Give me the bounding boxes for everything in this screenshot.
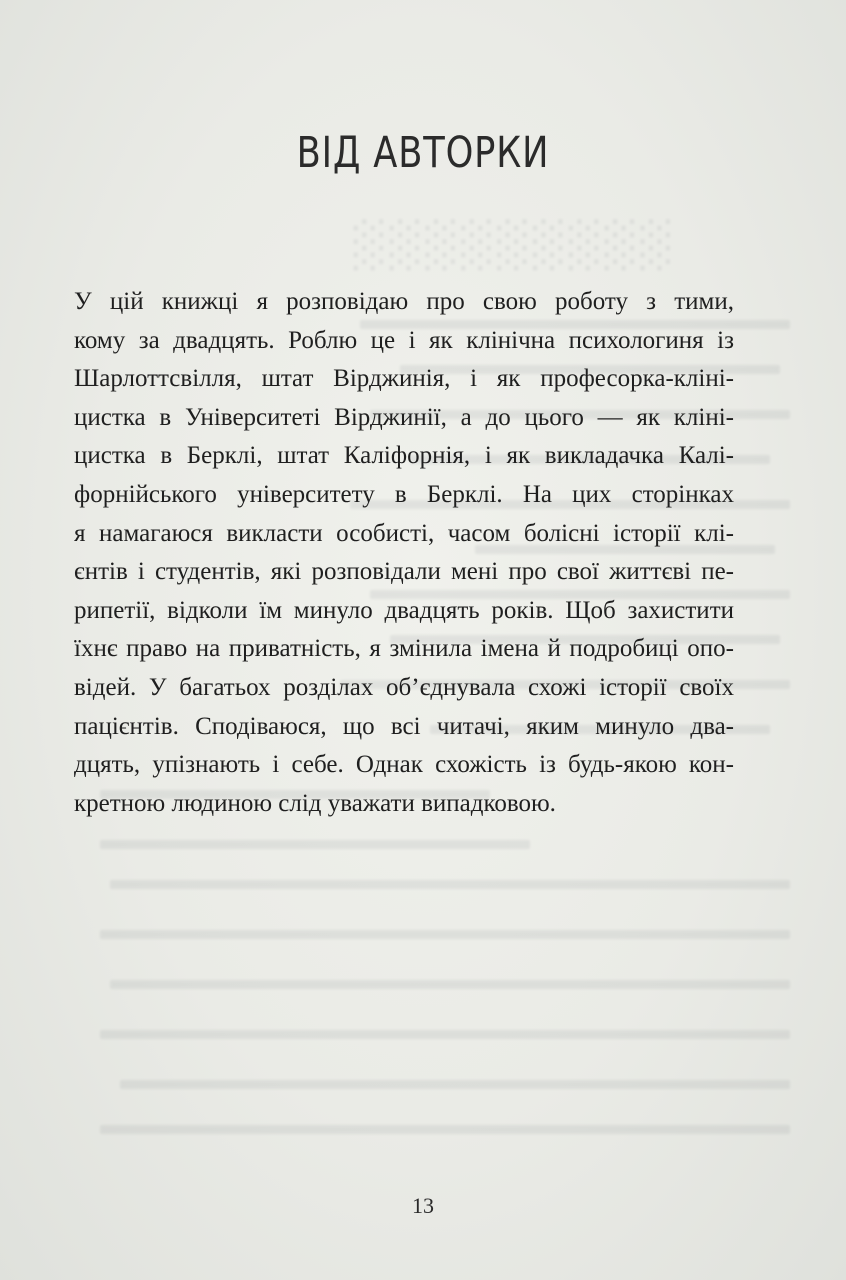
paragraph-line: я намагаюся викласти особисті, часом болісні історії клі- [74,519,734,547]
paragraph-line: форнійського університету в Берклі. На цих сторінках [74,480,734,508]
paragraph-line: Шарлоттсвілля, штат Вірджинія, і як професорка-кліні- [74,365,734,393]
paragraph-line: цистка в Університеті Вірджинії, а до цього — як кліні- [74,403,734,431]
paragraph-line: кретною людиною слід уважати випадковою. [74,789,556,817]
bleed-through-line [100,930,790,939]
page-number: 13 [412,1193,434,1218]
paragraph-line: пацієнтів. Сподіваюся, що всі читачі, яким минуло два- [74,712,734,740]
bleed-through-line [100,1125,790,1134]
bleed-through-line [110,980,790,989]
paragraph-line: їхнє право на приватність, я змінила імена й подробиці опо- [74,635,734,663]
paragraph-line: дцять, упізнають і себе. Однак схожість із будь-якою кон- [74,751,734,779]
bleed-through-line [110,880,790,889]
paragraph-line: кому за двадцять. Роблю це і як клінічна психологиня із [74,326,734,354]
chapter-title: ВІД АВТОРКИ [296,128,550,178]
paragraph-line: єнтів і студентів, які розповідали мені про свої життєві пе- [74,558,734,586]
paragraph-line: рипетії, відколи їм минуло двадцять років. Щоб захистити [74,596,734,624]
paragraph-line: відей. У багатьох розділах об’єднувала схожі історії своїх [74,673,734,701]
paragraph-line: цистка в Берклі, штат Каліфорнія, і як викладачка Калі- [74,442,734,470]
bleed-through-heading-shape: ░░░░░░░░░ [347,220,670,271]
paragraph-line: У цій книжці я розповідаю про свою роботу з тими, [74,288,734,315]
bleed-through-line [120,1080,790,1089]
bleed-through-line [100,840,530,849]
bleed-through-line [100,1030,790,1039]
author-note-paragraph [74,283,734,823]
